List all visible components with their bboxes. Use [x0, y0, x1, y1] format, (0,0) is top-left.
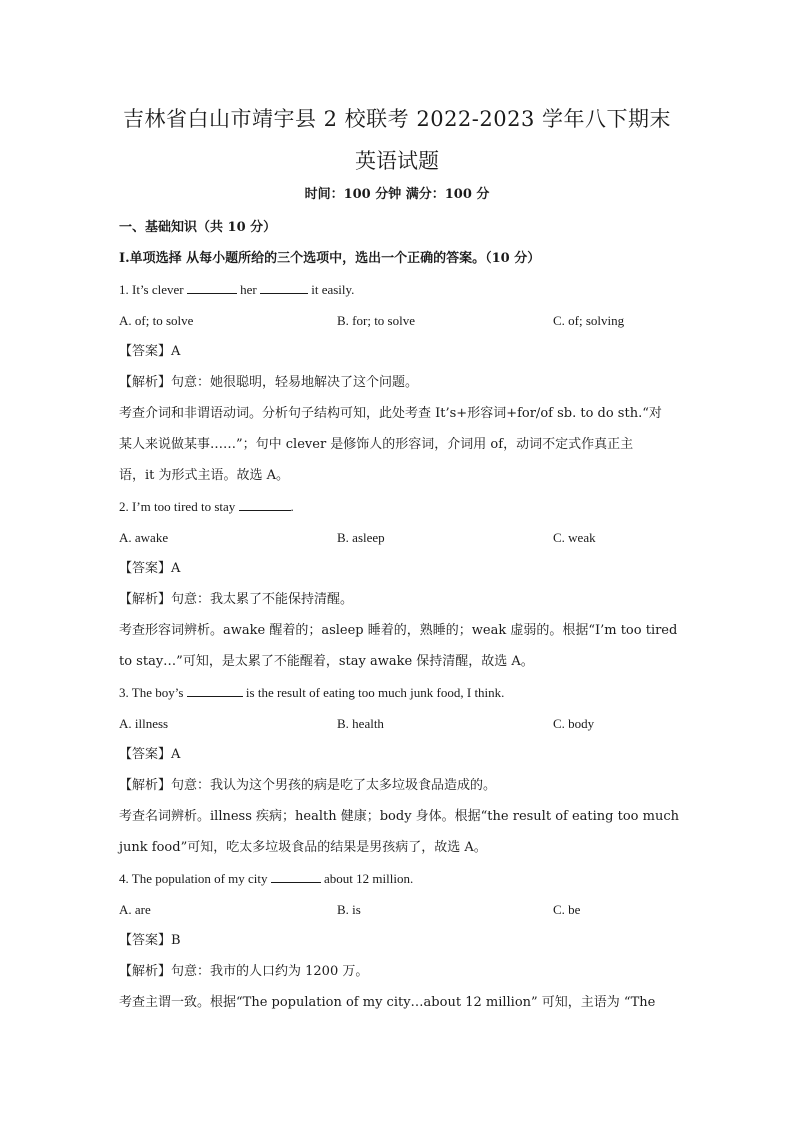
analysis-line: to stay…”可知，是太累了不能醒着，stay awake 保持清醒，故选 A。	[119, 654, 534, 669]
option-c: C. body	[553, 716, 595, 731]
answer-blank	[260, 281, 308, 294]
answer-line: 【答案】A	[119, 747, 181, 762]
answer-blank	[239, 498, 291, 511]
option-b: B. asleep	[337, 530, 385, 545]
analysis-line: 【解析】句意：她很聪明，轻易地解决了这个问题。	[119, 375, 419, 390]
stem-text: .	[290, 499, 294, 514]
analysis-line: 某人来说做某事……”；句中 clever 是修饰人的形容词，介词用 of，动词不定式作真正主	[119, 437, 634, 452]
option-b: B. health	[337, 716, 384, 731]
option-row	[119, 305, 679, 336]
analysis-line: 考查主谓一致。根据“The population of my city…about 12 million” 可知，主语为 “The	[119, 995, 656, 1010]
stem-text: 3. The boy’s	[119, 685, 187, 700]
stem-text: 4. The population of my city	[119, 871, 271, 886]
option-c: C. be	[553, 902, 581, 917]
option-c: C. weak	[553, 530, 596, 545]
stem-text: about 12 million.	[320, 871, 414, 886]
stem-text: her	[236, 282, 260, 297]
analysis-line: 【解析】句意：我认为这个男孩的病是吃了太多垃圾食品造成的。	[119, 778, 497, 793]
analysis-line: 【解析】句意：我市的人口约为 1200 万。	[119, 964, 369, 979]
option-row	[119, 894, 679, 925]
question-stem	[119, 677, 679, 708]
option-a: A. awake	[119, 530, 169, 545]
page-title: 吉林省白山市靖宇县 2 校联考 2022-2023 学年八下期末	[122, 107, 672, 131]
section-single-choice: Ⅰ.单项选择 从每小题所给的三个选项中，选出一个正确的答案。（10 分）	[119, 251, 541, 266]
answer-blank	[271, 870, 321, 883]
analysis-line: junk food”可知，吃太多垃圾食品的结果是男孩病了，故选 A。	[119, 840, 487, 855]
option-a: A. are	[119, 902, 151, 917]
answer-line: 【答案】A	[119, 561, 181, 576]
answer-blank	[187, 684, 243, 697]
option-b: B. for; to solve	[337, 313, 415, 328]
option-a: A. of; to solve	[119, 313, 194, 328]
analysis-line: 考查形容词辨析。awake 醒着的；asleep 睡着的，熟睡的；weak 虚弱的。根据“I’m too tired	[119, 623, 678, 638]
stem-text: is the result of eating too much junk food, I think.	[242, 685, 505, 700]
analysis-line: 考查介词和非谓语动词。分析句子结构可知，此处考查 It’s+形容词+for/of sb. to do sth.“对	[119, 406, 662, 421]
option-c: C. of; solving	[553, 313, 625, 328]
option-b: B. is	[337, 902, 361, 917]
answer-line: 【答案】A	[119, 344, 181, 359]
answer-blank	[187, 281, 237, 294]
stem-text: 2. I’m too tired to stay	[119, 499, 239, 514]
answer-line: 【答案】B	[119, 933, 181, 948]
option-row	[119, 708, 679, 739]
option-a: A. illness	[119, 716, 169, 731]
analysis-line: 考查名词辨析。illness 疾病；health 健康；body 身体。根据“the result of eating too much	[119, 809, 679, 824]
exam-meta: 时间：100 分钟 满分：100 分	[304, 187, 490, 202]
question-stem	[119, 491, 679, 522]
stem-text: it easily.	[307, 282, 355, 297]
question-block	[119, 243, 679, 1018]
section-basic-knowledge: 一、基础知识（共 10 分）	[119, 220, 277, 235]
question-stem	[119, 274, 679, 305]
page-subtitle: 英语试题	[355, 149, 439, 173]
stem-text: 1. It’s clever	[119, 282, 187, 297]
section-heading	[119, 212, 679, 243]
analysis-line: 语，it 为形式主语。故选 A。	[119, 468, 290, 483]
analysis-line: 【解析】句意：我太累了不能保持清醒。	[119, 592, 354, 607]
option-row	[119, 522, 679, 553]
question-stem	[119, 863, 679, 894]
